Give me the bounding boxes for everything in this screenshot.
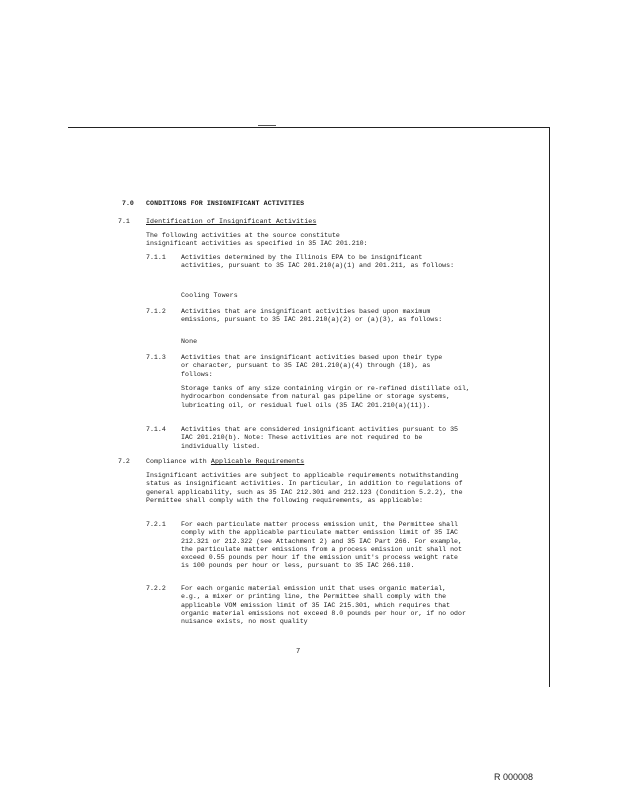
item-7-1-2-number: 7.1.2 (146, 308, 166, 315)
item-7-2-1-number: 7.2.1 (146, 521, 166, 528)
item-7-1-1-detail: Cooling Towers (181, 292, 238, 299)
item-7-1-1-number: 7.1.1 (146, 254, 166, 261)
item-7-1-2-text: Activities that are insignificant activities based upon maximum emissions, pursuant to 35 IAC 201.210(a)(2) or (a)(3), as follows: (181, 308, 443, 324)
section-7-1-title: Identification of Insignificant Activities (146, 218, 317, 225)
item-7-1-3-text: Activities that are insignificant activities based upon their type or character, pursuant to 35 IAC 201.210(a)(4) through (18), as follows: (181, 354, 443, 378)
section-7-2-intro: Insignificant activities are subject to applicable requirements notwithstanding status as insignificant activities. In particular, in addition to regulations of general applicability, such as 35 IAC 212.301 and 212.123 (Condition 5.2.2), the Permittee shall comply with the following requirements, as applicable: (146, 472, 463, 504)
item-7-1-3-detail: Storage tanks of any size containing virgin or re-refined distillate oil, hydrocarbon condensate from natural gas pipeline or storage systems, lubricating oil, or residual fuel oils (35 IAC 201.210(a)(11)). (181, 385, 470, 409)
item-7-1-3-number: 7.1.3 (146, 354, 166, 361)
bates-number: R 000008 (494, 772, 534, 782)
section-7-0-number: 7.0 (122, 200, 134, 207)
right-margin-rule (549, 127, 550, 687)
item-7-2-1-text: For each particulate matter process emission unit, the Permittee shall comply with the applicable particulate matter emission limit of 35 IAC 212.321 or 212.322 (see Attachment 2) and 35 IAC Part 266. For example, the particulate matter emissions from a process emission unit shall not exceed 0.55 pounds per hour if the emission unit's process weight rate is 100 pounds per hour or less, pursuant to 35 IAC 266.110. (181, 521, 462, 570)
section-7-0-title: CONDITIONS FOR INSIGNIFICANT ACTIVITIES (146, 200, 305, 207)
item-7-2-2-text: For each organic material emission unit that uses organic material, e.g., a mixer or printing line, the Permittee shall comply with the applicable VOM emission limit of 35 IAC 215.301, which requires that organic material emissions not exceed 8.0 pounds per hour or, if no odor nuisance exists, no most quality (181, 585, 466, 626)
section-7-1-number: 7.1 (118, 218, 130, 225)
item-7-1-1-text: Activities determined by the Illinois EPA to be insignificant activities, pursuant to 35 IAC 201.210(a)(1) and 201.211, as follows: (181, 254, 455, 270)
item-7-1-2-detail: None (181, 338, 198, 345)
item-7-1-4-number: 7.1.4 (146, 426, 166, 433)
section-7-2-number: 7.2 (118, 458, 130, 465)
section-7-2-title (146, 458, 304, 466)
section-7-2-title-underlined: Applicable Requirements (210, 458, 305, 465)
section-7-2-title-plain: Compliance with (146, 458, 211, 465)
page-number: 7 (296, 648, 301, 656)
item-7-2-2-number: 7.2.2 (146, 585, 166, 592)
section-7-1-intro: The following activities at the source constitute insignificant activities as specified in 35 IAC 201.210: (146, 232, 368, 248)
header-rule (68, 127, 550, 128)
header-rule-mark (258, 125, 276, 126)
item-7-1-4-text: Activities that are considered insignificant activities pursuant to 35 IAC 201.210(b). Note: These activities are not required to be individually listed. (181, 426, 458, 450)
